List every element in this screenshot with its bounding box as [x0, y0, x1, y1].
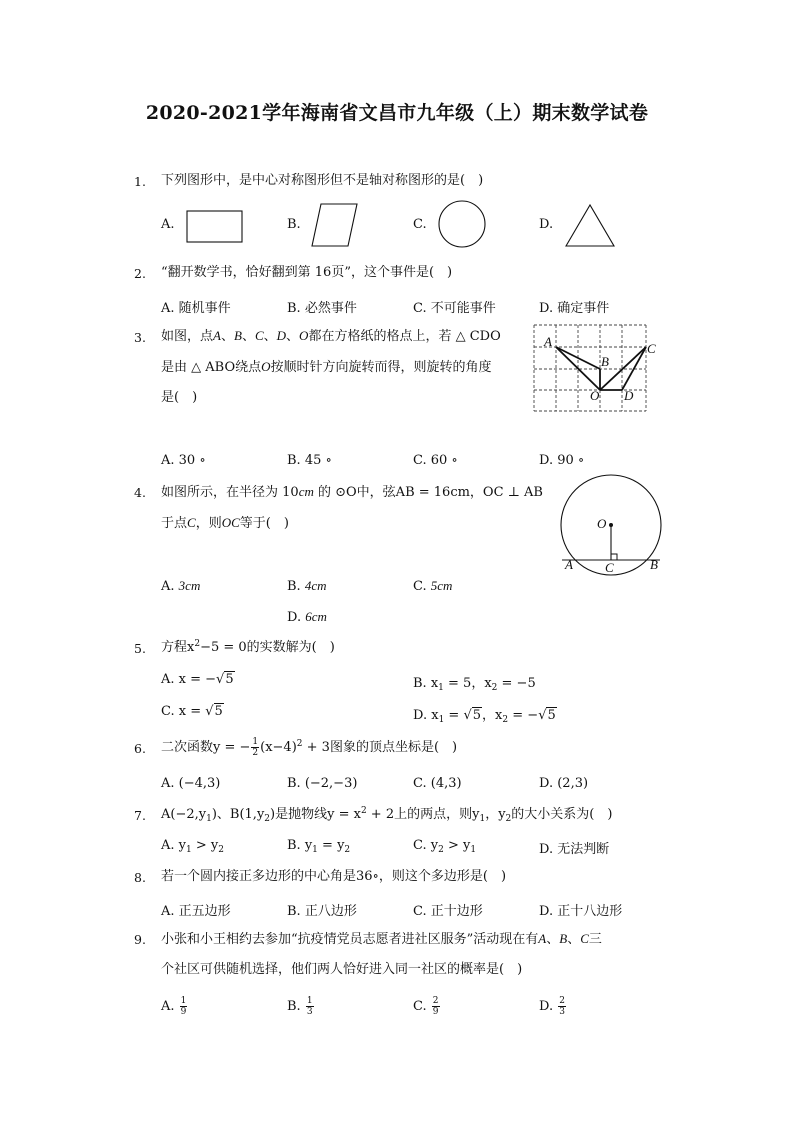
q4-line-2: 于点C，则OC等于( ): [161, 515, 289, 531]
q7-number: 7.: [134, 808, 146, 823]
label-a: A: [565, 557, 573, 572]
q9-option-a: A. $\frac{1}{9}$: [161, 996, 187, 1017]
q7-option-d: D. 无法判断: [539, 842, 610, 857]
q4-line-1: 如图所示，在半径为 10cm 的 ⊙O中，弦AB = 16cm，OC ⊥ AB: [161, 484, 543, 500]
label-b: B: [650, 557, 658, 572]
q5-option-a: A. x = −√5: [161, 672, 234, 687]
q6-number: 6.: [134, 741, 146, 756]
q3-number: 3.: [134, 330, 146, 345]
label-b: B: [601, 354, 609, 369]
q5-option-c: C. x = √5: [161, 704, 223, 719]
q6-option-b: B. (−2,−3): [287, 776, 358, 791]
q2-option-b: B. 必然事件: [287, 301, 357, 316]
q9-option-b: B. $\frac{1}{3}$: [287, 996, 313, 1017]
label-a: A: [544, 334, 552, 349]
q8-option-d: D. 正十八边形: [539, 904, 623, 919]
q8-option-a: A. 正五边形: [161, 904, 231, 919]
label-c: C: [647, 341, 656, 356]
q9-line-2: 个社区可供随机选择，他们两人恰好进入同一社区的概率是( ): [161, 962, 523, 977]
q7-option-a: A. $y_1 > y_2$: [161, 838, 224, 855]
q9-option-c: C. $\frac{2}{9}$: [413, 996, 439, 1017]
label-c: C: [605, 560, 614, 575]
q5-text: 方程$x^2-5 = 0$的实数解为( ): [161, 639, 335, 655]
q3-option-b: B. 45 ∘: [287, 453, 332, 468]
q8-option-b: B. 正八边形: [287, 904, 357, 919]
page-title: 2020-2021学年海南省文昌市九年级（上）期末数学试卷: [145, 102, 649, 124]
q3-line-1: 如图，点A、B、C、D、O都在方格纸的格点上，若 △ CDO: [161, 328, 501, 344]
label-o: O: [597, 516, 607, 531]
label-d: D: [624, 388, 634, 403]
q7-text: $A(-2,y_1)$、$B(1,y_2)$是抛物线$y = x^2 + 2$上的两点，则$y_1$，$y_2$的大小关系为( ): [161, 806, 613, 824]
q9-number: 9.: [134, 932, 146, 947]
q6-text: 二次函数y = − $\frac{1}{2}$ $(x-4)^2 + 3$图象的顶点坐标是( ): [161, 737, 458, 758]
q7-option-b: B. $y_1 = y_2$: [287, 838, 351, 855]
q9-option-d: D. $\frac{2}{3}$: [539, 996, 565, 1017]
q4-option-d: D. 6cm: [287, 609, 327, 625]
q5-number: 5.: [134, 641, 146, 656]
q1-text: 下列图形中，是中心对称图形但不是轴对称图形的是( ): [161, 173, 484, 188]
q6-option-d: D. (2,3): [539, 776, 589, 791]
q1-option-c: C.: [413, 217, 427, 232]
q4-option-b: B. 4cm: [287, 578, 327, 594]
q5-option-d: D. $x_1 = √5$，$x_2 = -√5$: [413, 708, 556, 725]
q4-option-c: C. 5cm: [413, 578, 453, 594]
q6-option-c: C. (4,3): [413, 776, 462, 791]
q1-option-a: A.: [161, 217, 175, 232]
q7-option-c: C. $y_2 > y_1$: [413, 838, 477, 855]
q2-option-d: D. 确定事件: [539, 301, 610, 316]
q8-option-c: C. 正十边形: [413, 904, 483, 919]
q6-option-a: A. (−4,3): [161, 776, 221, 791]
q3-option-c: C. 60 ∘: [413, 453, 458, 468]
q5-option-b: B. $x_1 = 5$，$x_2 = -5$: [413, 676, 536, 693]
q3-line-3: 是( ): [161, 390, 198, 405]
q1-number: 1.: [134, 174, 146, 189]
q2-text: “翻开数学书，恰好翻到第 16页”，这个事件是( ): [161, 265, 453, 280]
q3-option-d: D. 90 ∘: [539, 453, 585, 468]
q9-line-1: 小张和小王相约去参加“抗疫情党员志愿者进社区服务”活动现在有A、B、C三: [161, 931, 602, 947]
q1-option-d: D.: [539, 217, 554, 232]
q3-line-2: 是由 △ ABO绕点O按顺时针方向旋转而得，则旋转的角度: [161, 359, 492, 375]
q4-option-a: A. 3cm: [161, 578, 201, 594]
label-o: O: [590, 388, 600, 403]
q2-option-a: A. 随机事件: [161, 301, 231, 316]
q8-text: 若一个圆内接正多边形的中心角是36∘，则这个多边形是( ): [161, 869, 507, 884]
q3-option-a: A. 30 ∘: [161, 453, 206, 468]
q2-option-c: C. 不可能事件: [413, 301, 496, 316]
q2-number: 2.: [134, 266, 146, 281]
q4-number: 4.: [134, 485, 146, 500]
q1-option-b: B.: [287, 217, 301, 232]
q8-number: 8.: [134, 870, 146, 885]
